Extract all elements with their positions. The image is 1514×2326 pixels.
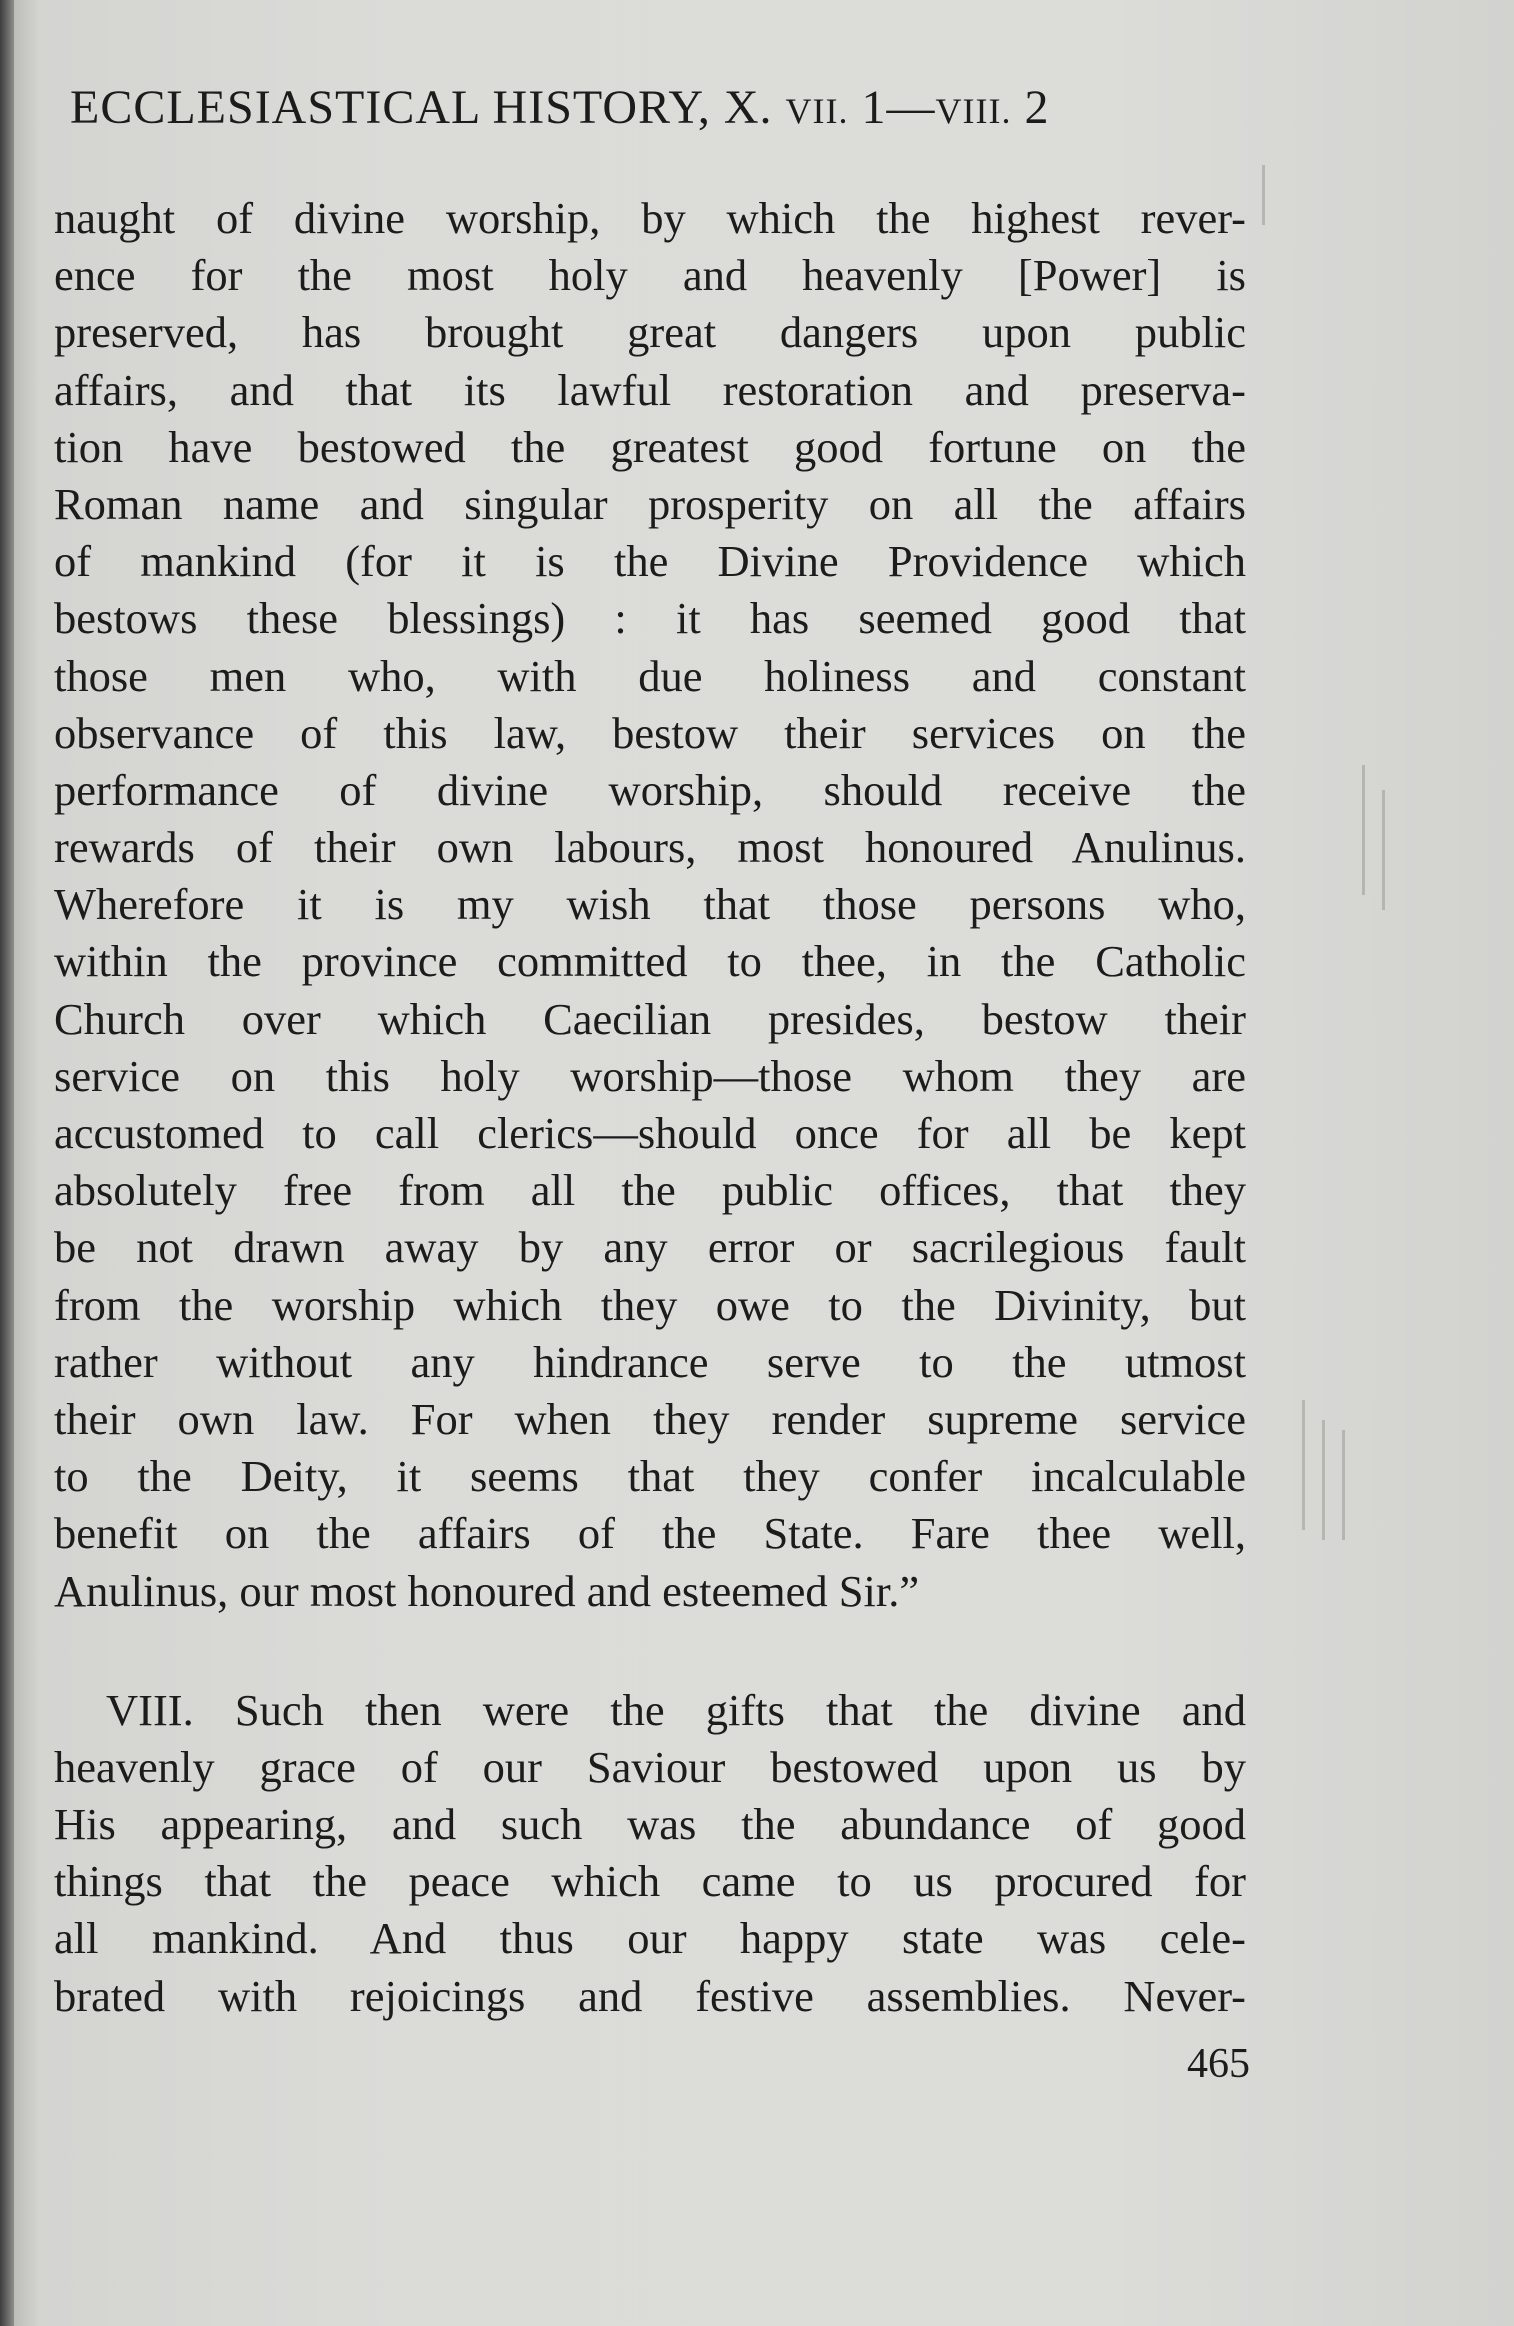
text-line: rewards of their own labours, most honoured Anulinus.	[54, 822, 1246, 873]
running-head-ref-c: VIII.	[935, 91, 1012, 131]
text-line: absolutely free from all the public offices, that they	[54, 1165, 1246, 1216]
text-line: those men who, with due holiness and constant	[54, 650, 1246, 701]
margin-mark	[1262, 165, 1265, 225]
text-line: of mankind (for it is the Divine Providence which	[54, 536, 1246, 587]
text-line: Roman name and singular prosperity on all the affairs	[54, 478, 1246, 529]
body-text	[54, 190, 1246, 2025]
text-line: tion have bestowed the greatest good fortune on the	[54, 421, 1246, 472]
text-line: ence for the most holy and heavenly [Power] is	[54, 250, 1246, 301]
text-line: within the province committed to thee, in the Catholic	[54, 936, 1246, 987]
margin-mark	[1302, 1400, 1305, 1530]
margin-mark	[1322, 1420, 1325, 1540]
text-line: from the worship which they owe to the Divinity, but	[54, 1279, 1246, 1330]
text-line: service on this holy worship—those whom they are	[54, 1050, 1246, 1101]
text-line: bestows these blessings) : it has seemed good that	[54, 593, 1246, 644]
text-line: observance of this law, bestow their services on the	[54, 707, 1246, 758]
text-line: things that the peace which came to us procured for	[54, 1856, 1246, 1907]
running-head-ref-a: VII.	[785, 91, 849, 131]
margin-mark	[1382, 790, 1385, 910]
text-line: all mankind. And thus our happy state was cele-	[54, 1913, 1246, 1964]
book-spine-shadow	[0, 0, 14, 2326]
text-line: performance of divine worship, should receive the	[54, 764, 1246, 815]
text-line: be not drawn away by any error or sacrilegious fault	[54, 1222, 1246, 1273]
running-head-ref-b: 1—	[861, 81, 936, 134]
text-line: their own law. For when they render supreme service	[54, 1393, 1246, 1444]
text-line: accustomed to call clerics—should once for all be kept	[54, 1108, 1246, 1158]
text-line: VIII. Such then were the gifts that the divine and	[106, 1684, 1246, 1735]
text-line: affairs, and that its lawful restoration and preserva-	[54, 364, 1246, 415]
paragraph-2	[54, 1682, 1246, 2025]
text-line: heavenly grace of our Saviour bestowed upon us by	[54, 1741, 1246, 1792]
paragraph-gap	[54, 1620, 1246, 1682]
text-line: brated with rejoicings and festive assemblies. Never-	[54, 1970, 1246, 2021]
text-line: rather without any hindrance serve to the utmost	[54, 1336, 1246, 1387]
running-head	[70, 80, 1250, 135]
text-line: to the Deity, it seems that they confer incalculable	[54, 1451, 1246, 1502]
page-number: 465	[1187, 2041, 1250, 2087]
text-line: naught of divine worship, by which the highest rever-	[54, 193, 1246, 243]
text-line: Church over which Caecilian presides, bestow their	[54, 993, 1246, 1044]
text-line: preserved, has brought great dangers upon public	[54, 307, 1246, 358]
running-head-ref-d: 2	[1024, 81, 1050, 134]
text-line: His appearing, and such was the abundance of good	[54, 1799, 1246, 1850]
margin-mark	[1342, 1430, 1345, 1540]
text-line: Anulinus, our most honoured and esteemed Sir.”	[54, 1565, 920, 1616]
margin-mark	[1362, 765, 1365, 895]
paragraph-1	[54, 190, 1246, 1620]
running-head-title: ECCLESIASTICAL HISTORY, X.	[70, 81, 773, 134]
text-line: Wherefore it is my wish that those persons who,	[54, 879, 1246, 930]
text-line: benefit on the affairs of the State. Fare thee well,	[54, 1508, 1246, 1559]
